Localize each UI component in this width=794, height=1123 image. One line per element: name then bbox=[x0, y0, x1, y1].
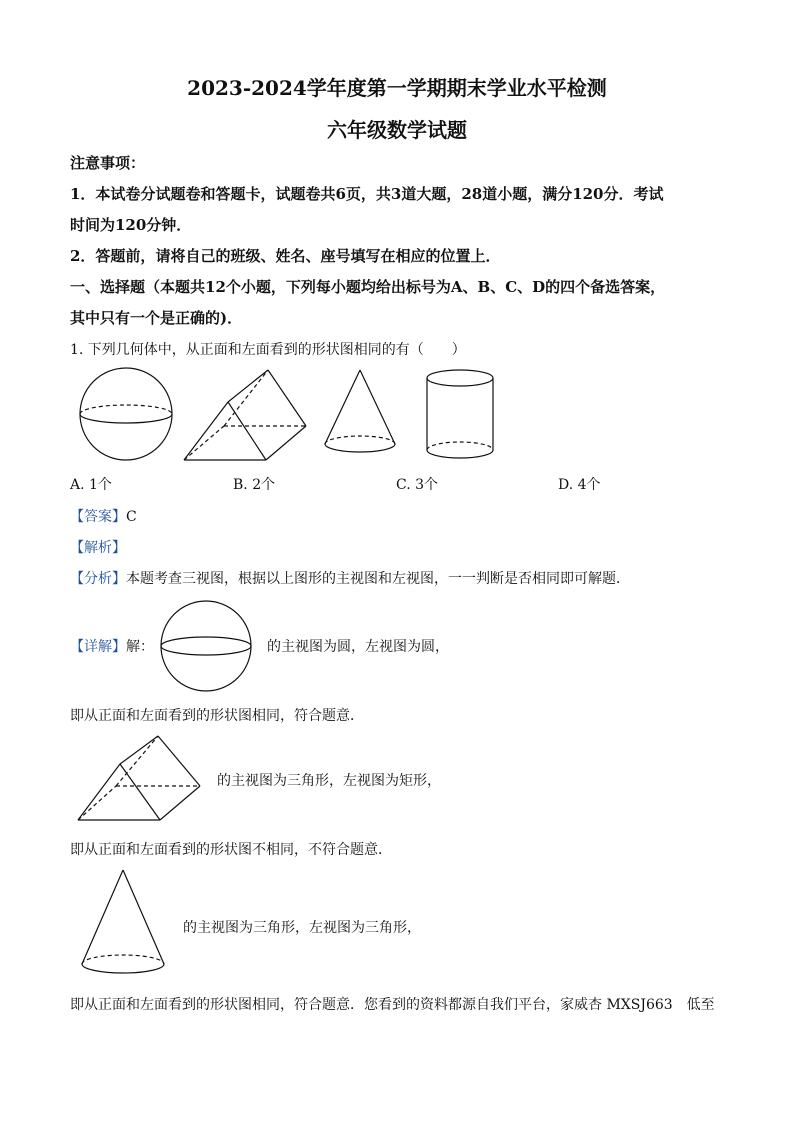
detail-prefix: 解： bbox=[126, 639, 154, 655]
page-title: 2023-2024学年度第一学期期末学业水平检测 bbox=[187, 76, 607, 100]
cone-figure-detail bbox=[80, 868, 170, 978]
answer-value: C bbox=[126, 509, 137, 525]
answer-line bbox=[70, 506, 137, 526]
cone-conclusion: 即从正面和左面看到的形状图相同，符合题意．您看到的资料都源自我们平台，家威杏 MXSJ663 低至 bbox=[70, 997, 715, 1013]
option-d: D. 4个 bbox=[558, 477, 601, 493]
cone-figure bbox=[325, 370, 395, 452]
prism-figure-detail bbox=[76, 734, 206, 824]
sphere-figure bbox=[80, 368, 172, 460]
section-heading-cont: 其中只有一个是正确的)． bbox=[70, 309, 243, 327]
cone-desc: 的主视图为三角形，左视图为三角形， bbox=[183, 920, 421, 936]
option-a: A. 1个 bbox=[70, 477, 112, 493]
question-figures bbox=[70, 368, 690, 468]
analysis-tag: 【解析】 bbox=[70, 540, 126, 556]
prism-conclusion: 即从正面和左面看到的形状图不相同，不符合题意． bbox=[70, 842, 392, 858]
notice-heading: 注意事项： bbox=[70, 154, 146, 172]
sphere-desc: 的主视图为圆，左视图为圆， bbox=[267, 639, 449, 655]
answer-tag: 【答案】 bbox=[70, 509, 126, 525]
fenxi-line bbox=[70, 568, 630, 588]
option-c: C. 3个 bbox=[396, 477, 439, 493]
page-subtitle: 六年级数学试题 bbox=[327, 118, 467, 142]
notice-item-1-cont: 时间为120分钟． bbox=[70, 216, 192, 234]
fenxi-text: 本题考查三视图，根据以上图形的主视图和左视图，一一判断是否相同即可解题． bbox=[126, 571, 630, 587]
notice-item-2: 2．答题前，请将自己的班级、姓名、座号填写在相应的位置上． bbox=[70, 247, 501, 265]
sphere-figure-detail bbox=[158, 598, 254, 694]
detail-tag: 【详解】 bbox=[70, 639, 126, 655]
notice-item-1: 1．本试卷分试题卷和答题卡，试题卷共6页，共3道大题，28道小题，满分120分．考试 bbox=[70, 185, 664, 203]
sphere-conclusion: 即从正面和左面看到的形状图相同，符合题意． bbox=[70, 708, 364, 724]
option-b: B. 2个 bbox=[233, 477, 276, 493]
triangular-prism-figure bbox=[184, 370, 306, 460]
question-stem: 1. 下列几何体中，从正面和左面看到的形状图相同的有（ ） bbox=[70, 342, 466, 358]
fenxi-tag: 【分析】 bbox=[70, 571, 126, 587]
section-heading: 一、选择题（本题共12个小题，下列每小题均给出标号为A、B、C、D的四个备选答案， bbox=[70, 278, 666, 296]
cylinder-figure bbox=[427, 370, 493, 458]
detail-line bbox=[70, 636, 154, 656]
prism-desc: 的主视图为三角形，左视图为矩形， bbox=[217, 773, 441, 789]
